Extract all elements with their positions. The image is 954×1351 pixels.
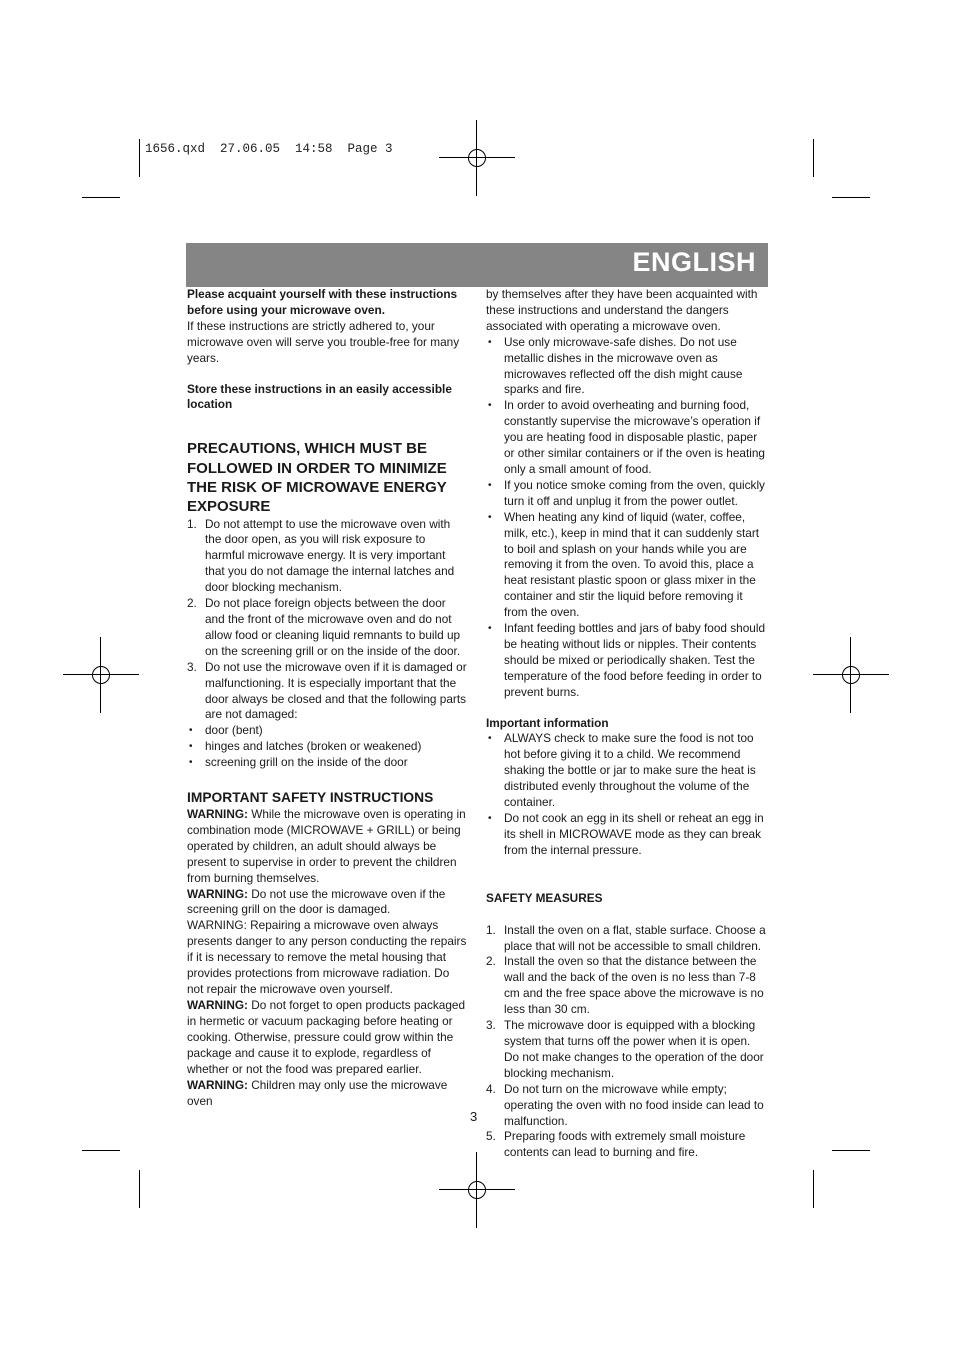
list-item: 3. Do not use the microwave oven if it is damaged or malfunctioning. It is especially important that the door always be closed and that the following parts are not damaged: [187,659,467,722]
list-item: 5. Preparing foods with extremely small moisture contents can lead to burning and fire. [486,1129,746,1160]
crop-mark [139,139,140,177]
right-column [486,287,768,1161]
measures-list [486,923,768,1162]
measures-title: SAFETY MEASURES [486,890,603,905]
crop-mark [82,1150,120,1151]
crop-mark [813,139,814,177]
list-item: • hinges and latches (broken or weakened) [189,739,422,754]
crop-mark [832,1150,870,1151]
warning-paragraph: WARNING: While the microwave oven is operating in combination mode (MICROWAVE + GRILL) or being operated by children, an adult should always be present to supervise in order to prevent the children from burning themselves. [187,807,466,885]
warning-paragraph: WARNING: Do not use the microwave oven if the screening grill on the door is damaged. [187,886,446,917]
intro-bold: Please acquaint yourself with these instructions before using your microwave oven. [187,287,458,317]
list-item: 1. Install the oven on a flat, stable surface. Choose a place that will not be accessible to small children. [486,922,766,953]
list-item: • In order to avoid overheating and burning food, constantly supervise the microwave’s operation if you are heating food in disposable plastic, paper or other similar containers or if the oven is heating only a small amount of food. [488,398,765,476]
list-item: 4. Do not turn on the microwave while empty; operating the oven with no food inside can lead to malfunction. [486,1081,764,1128]
important-title: Important information [486,715,609,730]
registration-mark-right [833,657,869,693]
list-item: 3. The microwave door is equipped with a blocking system that turns off the power when it is open. Do not make changes to the operation of the door blocking mechanism. [486,1018,764,1080]
list-item: 2. Install the oven so that the distance between the wall and the back of the oven is no less than 7-8 cm and the free space above the microwave is no less than 30 cm. [486,954,764,1017]
crop-mark [139,1170,140,1208]
header-title: ENGLISH [632,247,756,277]
warning-paragraph: WARNING: Repairing a microwave oven always presents danger to any person conducting the repairs if it is necessary to remove the metal housing that provides protections from microwave radiation. Do not repair the microwave oven yourself. [187,918,467,996]
list-item: • Infant feeding bottles and jars of baby food should be heating without lids or nipples. Their contents should be mixed or periodically shaken. Test the temperature of the food before feeding in order to prevent burns. [488,621,766,699]
registration-mark-left [83,657,119,693]
intro-text: If these instructions are strictly adhered to, your microwave oven will serve you trouble-free for many years. [187,318,460,365]
crop-mark [832,197,870,198]
print-slug: 1656.qxd 27.06.05 14:58 Page 3 [145,142,393,156]
registration-mark-bottom [459,1172,495,1208]
safety-bullets [486,335,768,701]
registration-mark-top [459,140,495,176]
left-column [187,287,467,1077]
list-item: • ALWAYS check to make sure the food is not too hot before giving it to a child. We recommend shaking the bottle or jar to make sure the heat is distributed evenly throughout the volume of the container. [488,731,756,810]
crop-mark [813,1170,814,1208]
store-note: Store these instructions in an easily accessible location [187,381,452,412]
important-bullets [486,731,768,858]
page-number: 3 [470,1109,478,1124]
list-item: • When heating any kind of liquid (water, coffee, milk, etc.), keep in mind that it can suddenly start to boil and splash on your hands while you are removing it from the oven. To avoid this, place a heat resistant plastic spoon or glass mixer in the container and stir the liquid before removing it from the oven. [488,509,760,620]
list-item: • screening grill on the inside of the door [189,755,408,770]
warning-children-continued: by themselves after they have been acquainted with these instructions and understand the dangers associated with operating a microwave oven. [486,287,758,333]
precautions-list [187,517,467,724]
list-item: 1. Do not attempt to use the microwave oven with the door open, as you will risk exposure to harmful microwave energy. It is very important that you do not damage the internal latches and door blocking mechanism. [187,516,455,595]
list-item: • If you notice smoke coming from the oven, quickly turn it off and unplug it from the power outlet. [488,477,765,508]
warning-paragraph: WARNING: Do not forget to open products packaged in hermetic or vacuum packaging before heating or cooking. Otherwise, pressure could grow within the package and cause it to explode, regardless of whether or not the food was prepared earlier. [187,997,466,1076]
language-header [186,243,768,287]
list-item: 2. Do not place foreign objects between the door and the front of the microwave oven and do not allow food or cleaning liquid remnants to build up on the screening grill or on the inside of the door. [187,596,461,658]
damaged-parts-list [187,723,467,771]
safety-title: IMPORTANT SAFETY INSTRUCTIONS [187,790,434,806]
precautions-title: PRECAUTIONS, WHICH MUST BE FOLLOWED IN ORDER TO MINIMIZE THE RISK OF MICROWAVE ENERGY EXPOSURE [187,440,447,516]
warning-children-start: WARNING: Children may only use the microwave oven [187,1078,448,1108]
crop-mark [82,197,120,198]
list-item: • Use only microwave-safe dishes. Do not use metallic dishes in the microwave oven as microwaves reflected off the dish might cause sparks and fire. [488,334,743,397]
list-item: • Do not cook an egg in its shell or reheat an egg in its shell in MICROWAVE mode as they can break from the internal pressure. [488,811,764,857]
list-item: • door (bent) [189,723,263,738]
